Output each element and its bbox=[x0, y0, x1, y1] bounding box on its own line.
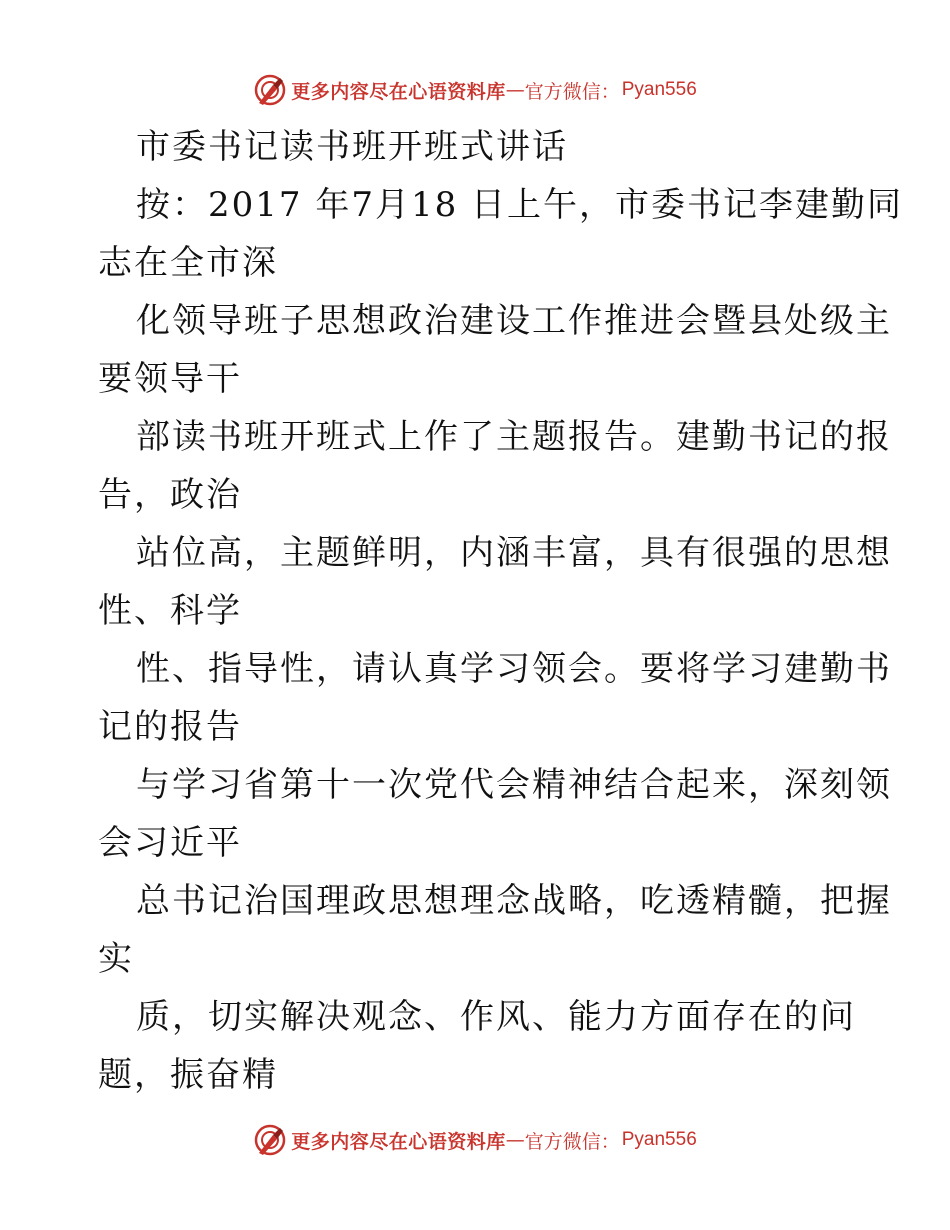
wechat-id: Pyan556 bbox=[621, 1129, 697, 1150]
header-banner bbox=[0, 70, 950, 110]
text-line: 会习近平 bbox=[98, 823, 242, 863]
text-line: 性、指导性，请认真学习领会。要将学习建勤书 bbox=[136, 649, 892, 689]
official-label: 官方微信： bbox=[524, 1130, 620, 1153]
text-line: 性、科学 bbox=[98, 591, 242, 631]
text-line: 部读书班开班式上作了主题报告。建勤书记的报 bbox=[136, 417, 892, 457]
brand-text: 更多内容尽在心语资料库 bbox=[291, 1130, 506, 1153]
text-line: 总书记治国理政思想理念战略，吃透精髓，把握 bbox=[136, 881, 892, 921]
official-label: 官方微信： bbox=[524, 80, 620, 103]
text-line: 记的报告 bbox=[98, 707, 242, 747]
text-line: 化领导班子思想政治建设工作推进会暨县处级主 bbox=[136, 301, 892, 341]
text-line: 实 bbox=[98, 939, 134, 979]
text-line: 按：2017 年7月18 日上午，市委书记李建勤同 bbox=[136, 185, 904, 225]
text-line: 题，振奋精 bbox=[98, 1055, 278, 1095]
brand-text: 更多内容尽在心语资料库 bbox=[291, 80, 506, 103]
banner-separator: — bbox=[505, 1129, 525, 1151]
text-line: 质，切实解决观念、作风、能力方面存在的问 bbox=[136, 997, 856, 1037]
footer-banner bbox=[0, 1120, 950, 1160]
wechat-id: Pyan556 bbox=[621, 79, 697, 100]
document-body bbox=[98, 118, 904, 1104]
pen-logo-icon bbox=[253, 73, 287, 107]
text-line: 告，政治 bbox=[98, 475, 242, 515]
text-line: 站位高，主题鲜明，内涵丰富，具有很强的思想 bbox=[136, 533, 892, 573]
text-line: 要领导干 bbox=[98, 359, 242, 399]
document-title: 市委书记读书班开班式讲话 bbox=[136, 127, 568, 167]
text-line: 与学习省第十一次党代会精神结合起来，深刻领 bbox=[136, 765, 892, 805]
pen-logo-icon bbox=[253, 1123, 287, 1157]
text-line: 志在全市深 bbox=[98, 243, 278, 283]
banner-separator: — bbox=[505, 79, 525, 101]
